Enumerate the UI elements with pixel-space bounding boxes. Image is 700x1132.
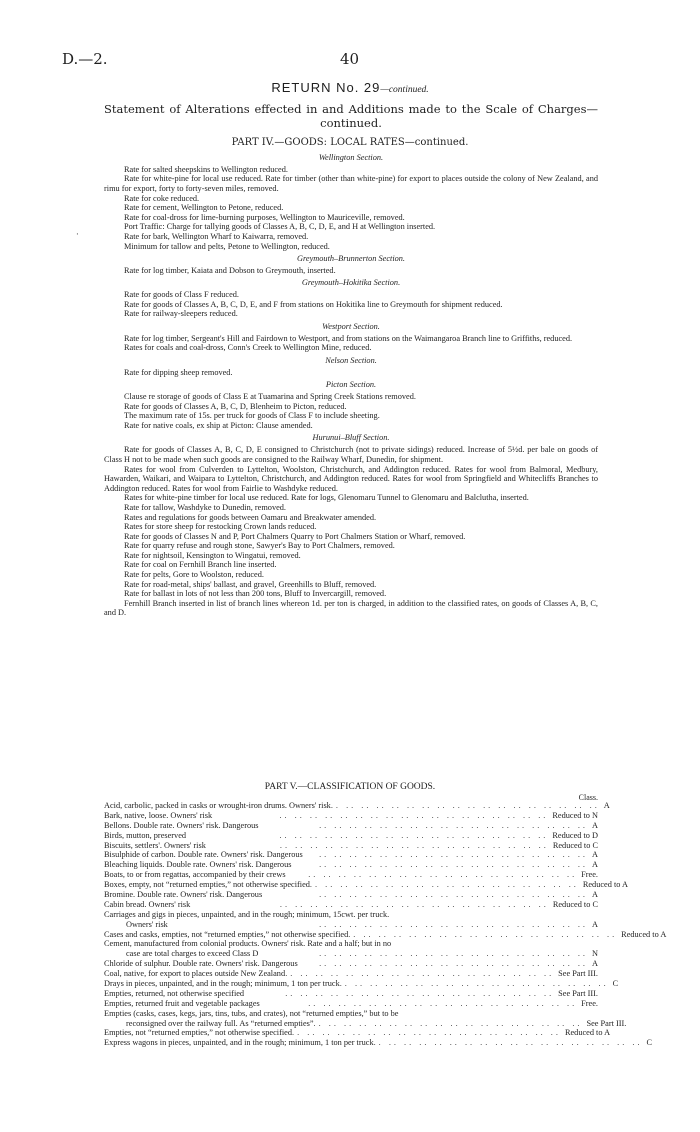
goods-row: [104, 850, 598, 860]
rate-change-entry: Rate for dipping sheep removed.: [124, 367, 233, 377]
rate-change-entry: Port Traffic: Charge for tallying goods of Classes A, B, C, D, E, and H at Wellington inserted.: [124, 222, 436, 232]
goods-description: Owners' risk: [126, 919, 168, 929]
return-title-continued: —continued.: [380, 85, 429, 95]
goods-class: Reduced to N: [552, 810, 598, 820]
part-v-title: PART V.—CLASSIFICATION OF GOODS.: [264, 782, 436, 792]
goods-description: Empties, returned, not otherwise specified: [104, 988, 245, 998]
goods-description: Empties (casks, cases, kegs, jars, tins, tubs, and crates), not “returned empties,” but to be: [104, 1008, 399, 1018]
leader-dots: .. .. .. .. .. .. .. .. .. .. .. .. .. .. .. .. .. ..: [279, 840, 549, 850]
goods-class: Reduced to C: [552, 899, 598, 909]
rate-change-entry: Rate for goods of Classes A, B, C, D, E consigned to Christchurch (not to private sidings) reduced. Increase of 5½d. per bale on goods of Class H not to be made when such goods are consigned to the Railway Wharf, Dunedin, for shipment.: [104, 445, 598, 464]
goods-description: Biscuits, settlers'. Owners' risk: [104, 840, 206, 850]
page-number: 40: [340, 50, 360, 68]
goods-class: See Part III.: [586, 1018, 627, 1028]
goods-description: Boats, to or from regattas, accompanied by their crews: [104, 870, 286, 880]
goods-row: [104, 1038, 653, 1048]
leader-dots: .. .. .. .. .. .. .. .. .. .. .. .. .. .. .. .. .. ..: [285, 969, 555, 979]
rate-change-entry: Rate for cement, Wellington to Petone, reduced.: [124, 203, 284, 213]
leader-dots: .. .. .. .. .. .. .. .. .. .. .. .. .. .. .. .. .. ..: [319, 919, 588, 929]
rate-change-entry: Rate for railway-sleepers reduced.: [124, 309, 238, 319]
rate-change-entry: Rate for log timber, Sergeant's Hill and Fairdown to Westport, and from stations on the Waimangaroa Branch line to Griffiths, reduced.: [124, 333, 573, 343]
goods-row: [104, 900, 598, 910]
rate-change-entry: Rate for coal-dross for lime-burning purposes, Wellington to Mauriceville, removed.: [124, 212, 405, 222]
rate-change-entry: Rate for goods of Class F reduced.: [124, 290, 239, 300]
goods-class: See Part III.: [558, 969, 598, 979]
goods-description: case are total charges to exceed Class D: [126, 949, 259, 959]
goods-description: Empties, returned fruit and vegetable packages: [104, 998, 260, 1008]
goods-class: Free.: [581, 998, 598, 1008]
class-column-header: Class.: [578, 793, 598, 802]
return-title: [0, 80, 700, 95]
goods-row: [104, 959, 598, 969]
rate-change-entry: Rates for wool from Culverden to Lyttelton, Woolston, Christchurch, and Addington reduced. Rates for wool from Balmoral, Medbury, Hawarden, Waikari, and Waipara to Lyttelton, Christchurch, and Addington reduced. Rates for wool from Springfield and Whitecliffs Branches to Addington reduced. Rates for wool from Fairlie to Washdyke reduced.: [104, 464, 598, 493]
goods-row: [104, 1018, 627, 1029]
goods-description: Express wagons in pieces, unpainted, and in the rough; minimum, 1 ton per truck: [104, 1038, 374, 1048]
goods-row: [104, 989, 598, 999]
rate-change-entry: Rate for road-metal, ships' ballast, and gravel, Greenhills to Bluff, removed.: [124, 579, 377, 589]
goods-description: Bisulphide of carbon. Double rate. Owners' risk. Dangerous: [104, 850, 303, 860]
rate-change-entry: Rates for store sheep for restocking Crown lands reduced.: [124, 522, 317, 532]
goods-class: A: [592, 820, 598, 830]
leader-dots: .. .. .. .. .. .. .. .. .. .. .. .. .. .. .. .. .. ..: [319, 890, 588, 900]
goods-class: Reduced to A: [582, 880, 629, 890]
goods-row: [104, 841, 598, 851]
goods-row: [104, 1009, 598, 1019]
goods-description: Boxes, empty, not “returned empties,” not otherwise specified: [104, 880, 310, 890]
goods-class: A: [592, 919, 598, 929]
rate-change-entry: Rates for white-pine timber for local use reduced. Rate for logs, Glenomaru Tunnel to Glenomaru and Balclutha, inserted.: [124, 493, 529, 503]
rate-change-entry: Minimum for tallow and pelts, Petone to Wellington, reduced.: [124, 241, 330, 251]
goods-description: Carriages and gigs in pieces, unpainted, and in the rough; minimum, 15cwt. per truck.: [104, 909, 390, 919]
margin-dash-mark: ·: [76, 230, 79, 240]
statement-heading: Statement of Alterations effected in and Additions made to the Scale of Charges—continued.: [104, 102, 598, 130]
leader-dots: .. .. .. .. .. .. .. .. .. .. .. .. .. .. .. .. .. ..: [348, 929, 618, 939]
section-title: Wellington Section.: [318, 152, 384, 162]
goods-row: [104, 910, 598, 920]
section-title: Picton Section.: [325, 380, 377, 389]
goods-row: [104, 831, 598, 841]
rate-change-entry: Rate for native coals, ex ship at Picton: Clause amended.: [124, 420, 313, 430]
goods-row: [104, 929, 667, 940]
goods-class: Reduced to A: [564, 1028, 611, 1038]
leader-dots: .. .. .. .. .. .. .. .. .. .. .. .. .. .. .. .. .. ..: [285, 988, 555, 998]
goods-row: [104, 999, 598, 1009]
rate-change-entry: Rate for goods of Classes A, B, C, D, E, and F from stations on Hokitika line to Greymouth for shipment reduced.: [124, 299, 503, 309]
goods-class: Reduced to C: [552, 840, 598, 850]
goods-row: [104, 801, 610, 811]
rate-change-entry: Rate for nightsoil, Kensington to Wingatui, removed.: [124, 550, 301, 560]
section-title: Hurunui–Bluff Section.: [312, 433, 390, 443]
goods-description: Bellons. Double rate. Owners' risk. Dangerous: [104, 820, 259, 830]
leader-dots: .. .. .. .. .. .. .. .. .. .. .. .. .. .. .. .. .. ..: [279, 810, 549, 820]
goods-description: Cement, manufactured from colonial products. Owners' risk. Rate and a half; but in no: [104, 939, 392, 949]
rate-change-entry: Rate for coal on Fernhill Branch line inserted.: [124, 560, 277, 570]
rate-change-entry: Rate for quarry refuse and rough stone, Sawyer's Bay to Port Chalmers, removed.: [124, 541, 395, 551]
leader-dots: .. .. .. .. .. .. .. .. .. .. .. .. .. .. .. .. .. ..: [319, 949, 588, 959]
leader-dots: .. .. .. .. .. .. .. .. .. .. .. .. .. .. .. .. .. ..: [330, 801, 600, 810]
goods-row: [104, 870, 598, 880]
part-iv-title: PART IV.—GOODS: LOCAL RATES—continued.: [231, 137, 469, 148]
leader-dots: .. .. .. .. .. .. .. .. .. .. .. .. .. .. .. .. .. ..: [279, 830, 549, 840]
section-title: Greymouth–Hokitika Section.: [301, 278, 401, 288]
rate-change-entry: Clause re storage of goods of Class E at Tuamarina and Spring Creek Stations removed.: [124, 392, 416, 402]
leader-dots: .. .. .. .. .. .. .. .. .. .. .. .. .. .. .. .. .. ..: [313, 1018, 583, 1028]
goods-description: Cabin bread. Owners' risk: [104, 899, 191, 909]
goods-description: Bark, native, loose. Owners' risk: [104, 810, 213, 820]
goods-row: [104, 821, 598, 831]
leader-dots: .. .. .. .. .. .. .. .. .. .. .. .. .. .. .. .. .. ..: [309, 880, 579, 890]
leader-dots: .. .. .. .. .. .. .. .. .. .. .. .. .. .. .. .. .. ..: [373, 1038, 643, 1048]
rate-change-entry: Fernhill Branch inserted in list of branch lines whereon 1d. per ton is charged, in addition to the classified rates, on goods of Classes A, B, C, and D.: [104, 598, 598, 618]
goods-class: A: [592, 850, 598, 860]
section-title: Greymouth–Brunnerton Section.: [297, 253, 405, 263]
goods-row: [104, 949, 598, 959]
goods-description: Chloride of sulphur. Double rate. Owners' risk. Dangerous: [104, 959, 298, 969]
goods-row: [104, 979, 619, 989]
leader-dots: .. .. .. .. .. .. .. .. .. .. .. .. .. .. .. .. .. ..: [279, 899, 549, 909]
goods-class: Free.: [581, 870, 598, 880]
leader-dots: .. .. .. .. .. .. .. .. .. .. .. .. .. .. .. .. .. ..: [319, 850, 588, 860]
rate-change-entry: Rate for bark, Wellington Wharf to Kaiwarra, removed.: [124, 231, 309, 241]
leader-dots: .. .. .. .. .. .. .. .. .. .. .. .. .. .. .. .. .. ..: [308, 998, 578, 1008]
rate-change-entry: Rate for log timber, Kaiata and Dobson to Greymouth, inserted.: [124, 265, 336, 275]
goods-class: Reduced to A: [621, 929, 667, 939]
goods-description: Drays in pieces, unpainted, and in the rough; minimum, 1 ton per truck: [104, 979, 340, 989]
rate-change-entry: Rate for coke reduced.: [124, 193, 200, 203]
leader-dots: .. .. .. .. .. .. .. .. .. .. .. .. .. .. .. .. .. ..: [319, 860, 588, 870]
goods-class: N: [592, 949, 598, 959]
goods-class: A: [592, 959, 598, 969]
goods-row: [104, 939, 598, 949]
rate-change-entry: Rates and regulations for goods between Oamaru and Breakwater amended.: [124, 512, 377, 522]
goods-row: [104, 811, 598, 821]
section-title: Nelson Section.: [325, 355, 377, 365]
leader-dots: .. .. .. .. .. .. .. .. .. .. .. .. .. .. .. .. .. ..: [292, 1028, 561, 1038]
goods-row: [104, 1028, 611, 1038]
document-code: D.—2.: [62, 50, 108, 68]
goods-row: [104, 880, 629, 890]
leader-dots: .. .. .. .. .. .. .. .. .. .. .. .. .. .. .. .. .. ..: [319, 959, 588, 969]
goods-description: Acid, carbolic, packed in casks or wrought-iron drums. Owners' risk: [104, 801, 331, 810]
rate-changes-body: [104, 150, 598, 618]
leader-dots: .. .. .. .. .. .. .. .. .. .. .. .. .. .. .. .. .. ..: [308, 870, 578, 880]
goods-description: reconsigned over the railway full. As “returned empties”: [126, 1018, 314, 1028]
goods-description: Birds, mutton, preserved: [104, 830, 187, 840]
goods-description: Bromine. Double rate. Owners' risk. Dangerous: [104, 890, 263, 900]
rate-change-entry: Rate for white-pine for local use reduced. Rate for timber (other than white-pine) for export to places outside the colony of New Zealand, and rimu for export, forty to forty-seven miles, removed.: [104, 174, 598, 193]
leader-dots: .. .. .. .. .. .. .. .. .. .. .. .. .. .. .. .. .. ..: [319, 820, 588, 830]
rate-change-entry: Rate for tallow, Washdyke to Dunedin, removed.: [124, 502, 287, 512]
goods-description: Cases and casks, empties, not “returned empties,” not otherwise specified: [104, 929, 349, 939]
goods-class: Reduced to D: [552, 830, 598, 840]
goods-class: A: [592, 890, 598, 900]
rate-change-entry: Rate for pelts, Gore to Woolston, reduced.: [124, 570, 264, 580]
goods-description: Bleaching liquids. Double rate. Owners' risk. Dangerous: [104, 860, 292, 870]
goods-row: [104, 920, 598, 930]
rate-change-entry: The maximum rate of 15s. per truck for goods of Class F to include sheeting.: [124, 411, 380, 421]
goods-row: [104, 969, 598, 979]
return-title-main: RETURN No. 29: [271, 80, 381, 95]
rate-change-entry: Rate for salted sheepskins to Wellington reduced.: [124, 164, 288, 174]
rate-change-entry: Rate for ballast in lots of not less than 200 tons, Bluff to Invercargill, removed.: [124, 589, 387, 599]
section-title: Westport Section.: [322, 321, 380, 331]
rate-change-entry: Rate for goods of Classes N and P, Port Chalmers Quarry to Port Chalmers Station or Wharf, removed.: [124, 531, 466, 541]
goods-description: Coal, native, for export to places outside New Zealand: [104, 969, 286, 979]
goods-description: Empties, not “returned empties,” not otherwise specified: [104, 1028, 293, 1038]
goods-class: C: [612, 979, 619, 989]
goods-classification-list: [104, 801, 667, 1048]
leader-dots: .. .. .. .. .. .. .. .. .. .. .. .. .. .. .. .. .. ..: [339, 979, 609, 989]
goods-row: [104, 860, 598, 870]
goods-row: [104, 890, 598, 900]
rate-change-entry: Rate for goods of Classes A, B, C, D, Blenheim to Picton, reduced.: [124, 401, 347, 411]
goods-class: C: [646, 1038, 653, 1048]
goods-class: See Part III.: [558, 988, 598, 998]
goods-class: A: [592, 860, 598, 870]
rate-change-entry: Rates for coals and coal-dross, Conn's Creek to Wellington Mine, reduced.: [124, 343, 372, 353]
goods-class: A: [603, 801, 610, 810]
